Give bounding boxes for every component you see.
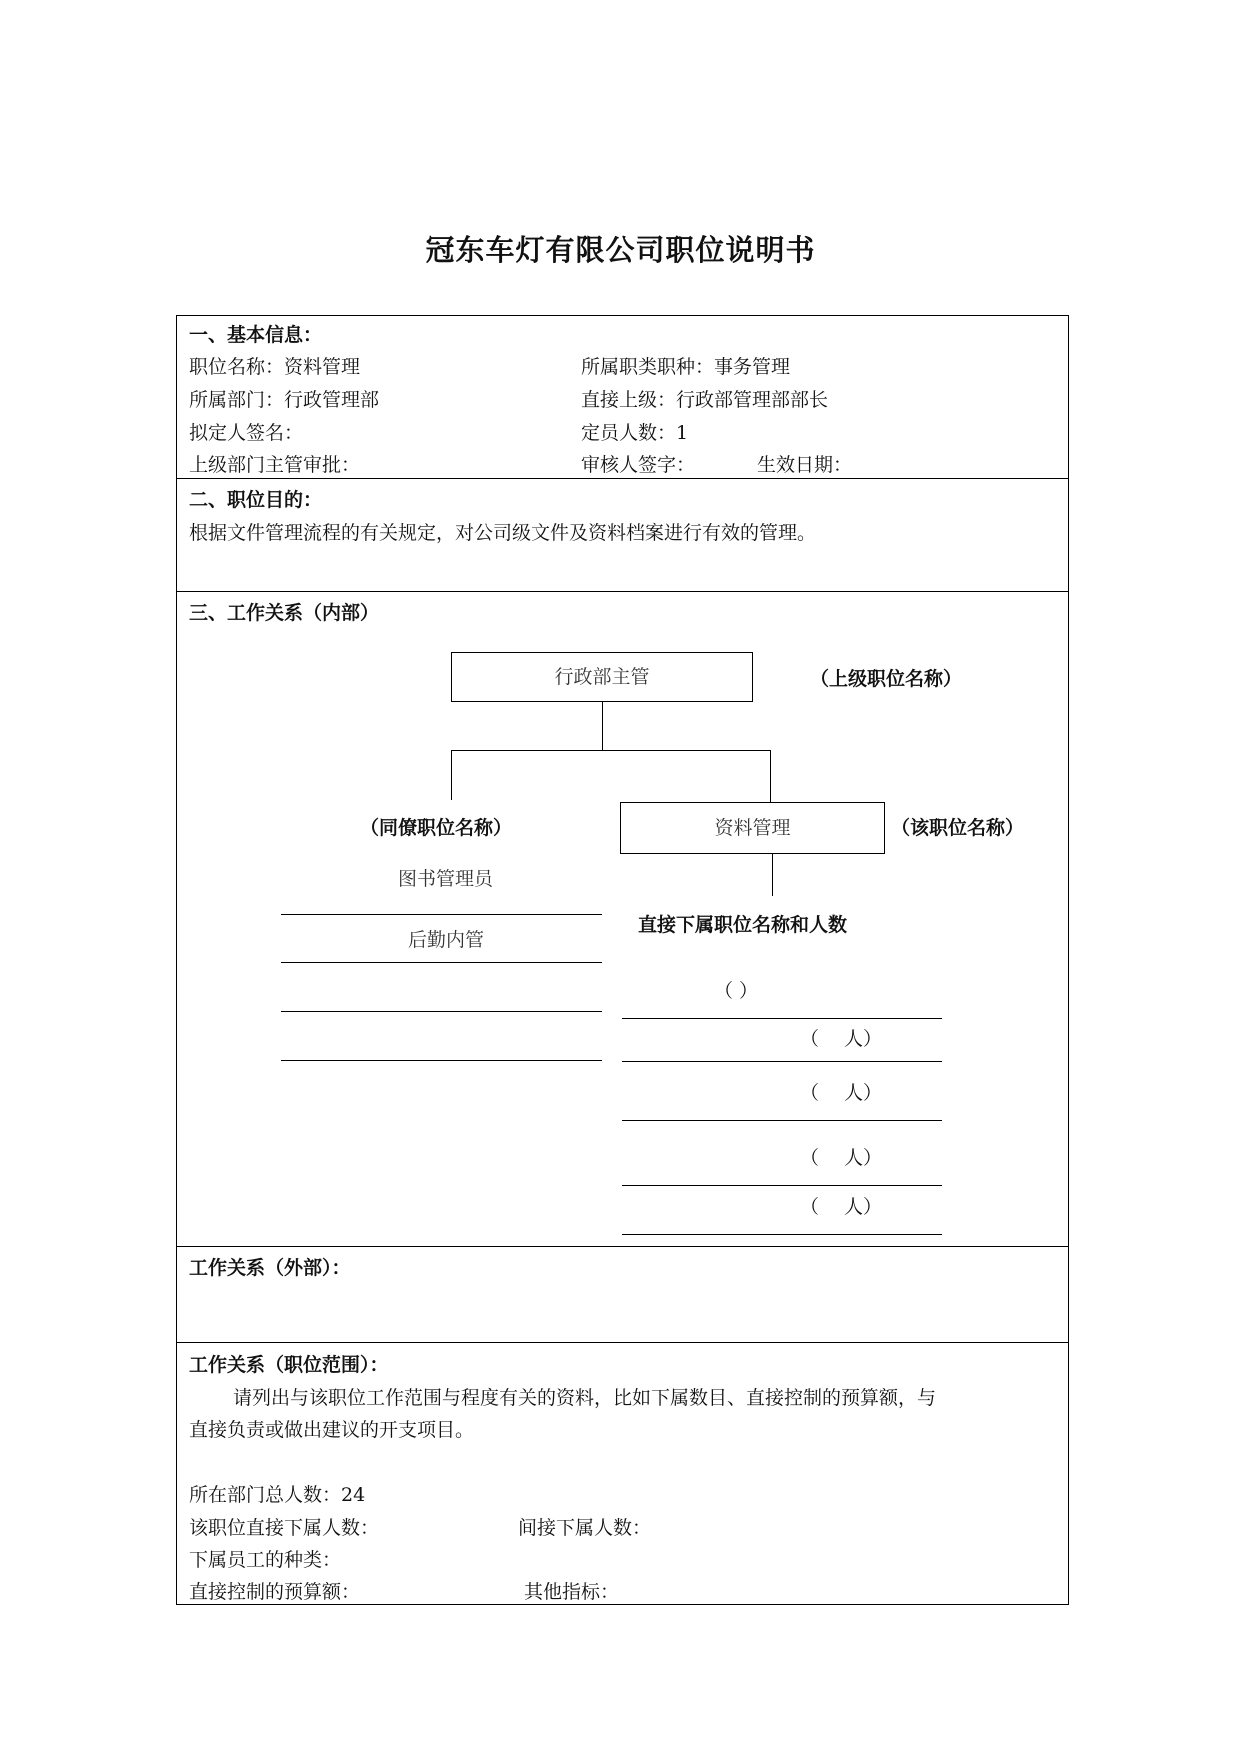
direct-subordinates: 该职位直接下属人数： [189, 1517, 380, 1539]
drafter-signature: 拟定人签名： [189, 422, 304, 444]
subordinate-line [622, 1061, 942, 1062]
superior-position-box [451, 652, 753, 702]
position-name: 职位名称：资料管理 [189, 356, 361, 378]
external-heading: 工作关系（外部）： [189, 1257, 351, 1279]
scope-instruction-line1: 请列出与该职位工作范围与程度有关的资料，比如下属数目、直接控制的预算额，与 [233, 1387, 937, 1409]
scope-instruction-line2: 直接负责或做出建议的开支项目。 [189, 1419, 475, 1441]
subordinate-row: （ 人） [800, 1147, 883, 1169]
direct-budget: 直接控制的预算额： [189, 1581, 361, 1603]
other-metrics: 其他指标： [524, 1581, 620, 1603]
effective-date: 生效日期： [757, 454, 853, 476]
subordinate-line [622, 1234, 942, 1235]
reviewer-signature: 审核人签字： [581, 454, 696, 476]
internal-heading: 三、工作关系（内部） [189, 602, 380, 624]
subordinate-first: （ ） [714, 980, 759, 1002]
purpose-heading: 二、职位目的： [189, 489, 323, 511]
this-position-box [620, 802, 885, 854]
superior-caption: （上级职位名称） [810, 668, 963, 690]
this-position-label: 资料管理 [714, 817, 791, 839]
subordinate-row: （ 人） [800, 1196, 883, 1218]
connector-this-down [770, 750, 771, 802]
divider-purpose-internal [176, 591, 1069, 592]
peer-line [281, 1011, 602, 1012]
superior-approval: 上级部门主管审批： [189, 454, 361, 476]
basic-info-heading: 一、基本信息： [189, 324, 323, 346]
peer-item: 图书管理员 [398, 868, 494, 890]
connector-subordinate [772, 854, 773, 896]
subordinate-line [622, 1185, 942, 1186]
subordinate-caption: 直接下属职位名称和人数 [638, 914, 848, 936]
connector-horizontal [451, 750, 771, 751]
subordinate-types: 下属员工的种类： [189, 1549, 342, 1571]
job-family: 所属职类职种：事务管理 [581, 356, 791, 378]
dept-total: 所在部门总人数：24 [189, 1484, 366, 1506]
subordinate-line [622, 1018, 942, 1019]
subordinate-row: （ 人） [800, 1028, 883, 1050]
direct-superior: 直接上级：行政部管理部部长 [581, 389, 829, 411]
peer-line [281, 914, 602, 915]
peer-line [281, 1060, 602, 1061]
subordinate-row: （ 人） [800, 1082, 883, 1104]
headcount: 定员人数：1 [581, 422, 689, 444]
connector-superior-down [602, 702, 603, 750]
document-title: 冠东车灯有限公司职位说明书 [425, 233, 816, 267]
department: 所属部门：行政管理部 [189, 389, 380, 411]
peer-item: 后勤内管 [408, 929, 485, 951]
subordinate-line [622, 1120, 942, 1121]
divider-external-scope [176, 1342, 1069, 1343]
peer-caption: （同僚职位名称） [360, 817, 513, 839]
peer-line [281, 962, 602, 963]
purpose-text: 根据文件管理流程的有关规定，对公司级文件及资料档案进行有效的管理。 [189, 522, 817, 544]
this-position-caption: （该职位名称） [891, 817, 1025, 839]
divider-internal-external [176, 1246, 1069, 1247]
scope-heading: 工作关系（职位范围）： [189, 1354, 389, 1376]
superior-position-label: 行政部主管 [554, 666, 650, 688]
connector-peer-down [451, 750, 452, 800]
indirect-subordinates: 间接下属人数： [518, 1517, 652, 1539]
divider-basic-purpose [176, 478, 1069, 479]
